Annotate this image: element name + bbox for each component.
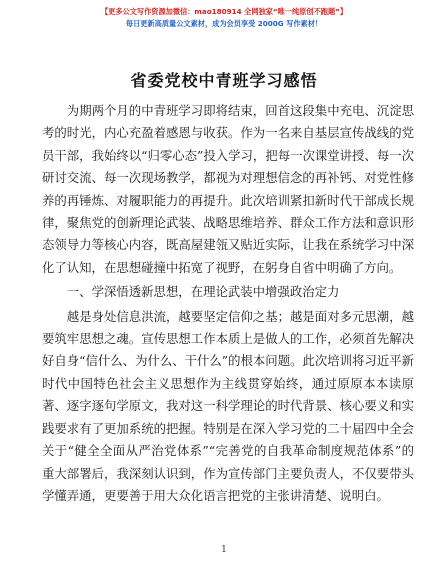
page-number: 1 bbox=[221, 545, 227, 555]
promo-line-1: 【更多公文写作资源加微信：mao180914 全网独家“唯一纯原创不跑题”】 bbox=[100, 7, 348, 16]
promo-banner bbox=[0, 6, 448, 30]
section-paragraph: 越是身处信息洪流，越要坚定信仰之基；越是面对多元思潮，越要筑牢思想之魂。宣传思想工作本质上是做人的工作，必须首先解决好自身“信什么、为什么、干什么”的根本问题。此次培训将习近平新时代中国特色社会主义思想作为主线贯穿始终，通过原原本本读原著、逐字逐句学原文，我对这一科学理论的时代背景、核心要义和实践要求有了更加系统的把握。特别是在深入学习党的二十届四中全会关于“健全全面从严治党体系”“完善党的自我革命制度规范体系”的重大部署后，我深刻认识到，作为宣传部门主要负责人，不仅要带头学懂弄通，更要善于用大众化语言把党的主张讲清楚、说明白。 bbox=[42, 308, 414, 503]
intro-paragraph: 为期两个月的中青班学习即将结束，回首这段集中充电、沉淀思考的时光，内心充盈着感恩与收获。作为一名来自基层宣传战线的党员干部，我始终以“归零心态”投入学习，把每一次课堂讲授、每一次研讨交流、每一次现场教学，都视为对理想信念的再补钙、对党性修养的再锤炼、对履职能力的再提升。此次培训紧扣新时代干部成长规律，聚焦党的创新理论武装、战略思维培养、群众工作方法和意识形态领导力等核心内容，既高屋建瓴又贴近实际，让我在系统学习中深化了认知，在思想碰撞中拓宽了视野，在躬身自省中明确了方向。 bbox=[42, 103, 414, 275]
document-title: 省委党校中青班学习感悟 bbox=[130, 71, 318, 90]
document-body bbox=[42, 100, 414, 507]
promo-line-2: 每日更新高质量公文素材，成为会员享受 2000G 写作素材！ bbox=[125, 19, 323, 28]
section-heading: 一、学深悟透新思想，在理论武装中增强政治定力 bbox=[66, 284, 340, 300]
